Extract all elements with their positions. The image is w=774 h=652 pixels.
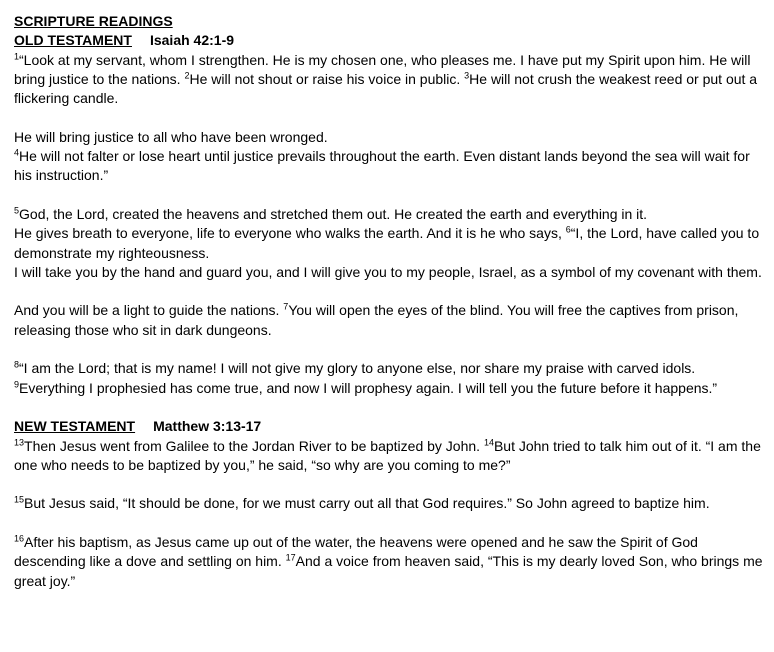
verse-text: Everything I prophesied has come true, and now I will prophesy again. I will tell you the future before it happens.” xyxy=(19,379,718,396)
nt-paragraph-3 xyxy=(14,533,768,591)
verse-text: Then Jesus went from Galilee to the Jordan River to be baptized by John. xyxy=(24,437,484,454)
verse-text: And a voice from heaven said, “This is my dearly loved Son, who brings me great joy.” xyxy=(14,553,763,589)
old-testament-reference: Isaiah 42:1-9 xyxy=(149,32,235,49)
document-heading: SCRIPTURE READINGS xyxy=(14,13,173,29)
verse-number: 2 xyxy=(184,70,190,81)
verse-number: 13 xyxy=(14,436,25,447)
verse-text: “Look at my servant, whom I strengthen. He is my chosen one, who pleases me. I have put my Spirit upon him. He will bring justice to the nations. xyxy=(14,51,751,87)
verse-number: 5 xyxy=(14,205,20,216)
verse-text: He will bring justice to all who have been wronged. xyxy=(14,128,328,145)
verse-text: He will not falter or lose heart until justice prevails throughout the earth. Even distant lands beyond the sea will wait for his instruction.” xyxy=(14,148,750,184)
nt-paragraph-2 xyxy=(14,494,768,513)
verse-text: I will take you by the hand and guard you, and I will give you to my people, Israel, as a symbol of my covenant with them. xyxy=(14,263,762,280)
ot-paragraph-1 xyxy=(14,51,768,109)
verse-text: He will not shout or raise his voice in public. xyxy=(189,70,465,87)
ot-paragraph-2 xyxy=(14,128,768,186)
ot-paragraph-4 xyxy=(14,301,768,340)
verse-text: He gives breath to everyone, life to everyone who walks the earth. And it is he who says, xyxy=(14,225,566,242)
nt-paragraph-1 xyxy=(14,437,768,476)
verse-text: He will not crush the weakest reed or put out a flickering candle. xyxy=(14,70,758,107)
verse-number: 14 xyxy=(483,436,494,447)
verse-number: 1 xyxy=(14,50,20,61)
verse-number: 17 xyxy=(285,552,296,563)
new-testament-reference: Matthew 3:13-17 xyxy=(153,418,262,435)
verse-number: 7 xyxy=(283,301,289,312)
new-testament-header xyxy=(14,417,768,436)
verse-text: You will open the eyes of the blind. You will free the captives from prison, releasing those who sit in dark dungeons. xyxy=(14,302,739,338)
verse-text: God, the Lord, created the heavens and stretched them out. He created the earth and everything in it. xyxy=(19,205,648,222)
verse-number: 3 xyxy=(464,70,470,81)
verse-text: And you will be a light to guide the nations. xyxy=(14,302,284,319)
verse-number: 6 xyxy=(565,224,571,235)
verse-text: “I am the Lord; that is my name! I will not give my glory to anyone else, nor share my praise with carved idols. xyxy=(19,360,696,377)
old-testament-label: OLD TESTAMENT xyxy=(14,32,132,49)
verse-number: 16 xyxy=(14,533,25,544)
ot-paragraph-5 xyxy=(14,359,768,398)
verse-text: But Jesus said, “It should be done, for we must carry out all that God requires.” So John agreed to baptize him. xyxy=(24,495,710,512)
old-testament-header xyxy=(14,31,768,50)
ot-paragraph-3 xyxy=(14,205,768,282)
new-testament-label: NEW TESTAMENT xyxy=(14,418,136,435)
verse-text: After his baptism, as Jesus came up out of the water, the heavens were opened and he saw the Spirit of God descending like a dove and settling on him. xyxy=(14,534,698,570)
verse-text: “I, the Lord, have called you to demonstrate my righteousness. xyxy=(14,225,760,261)
verse-number: 8 xyxy=(14,359,20,370)
verse-text: But John tried to talk him out of it. “I am the one who needs to be baptized by you,” he said, “so why are you coming to me?” xyxy=(14,437,761,473)
verse-number: 15 xyxy=(14,494,25,505)
verse-number: 9 xyxy=(14,378,20,389)
verse-number: 4 xyxy=(14,147,20,158)
